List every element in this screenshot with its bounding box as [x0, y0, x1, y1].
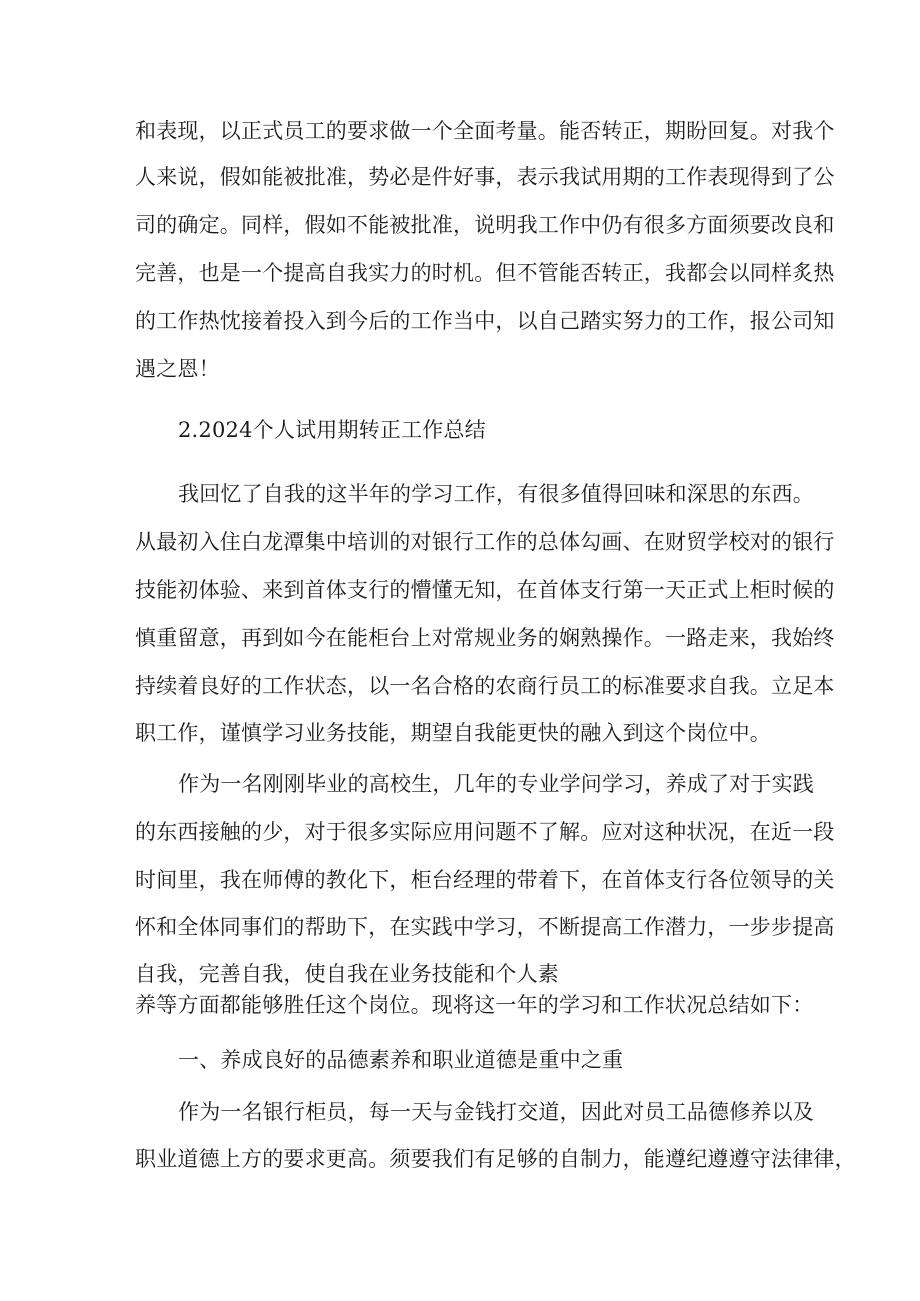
text-line: 和表现，以正式员工的要求做一个全面考量。能否转正，期盼回复。对我个 — [135, 119, 835, 143]
text-line: 慎重留意，再到如今在能柜台上对常规业务的娴熟操作。一路走来，我始终 — [135, 626, 835, 650]
text-line: 遇之恩！ — [135, 357, 220, 381]
text-line: 时间里，我在师傅的教化下，柜台经理的带着下，在首体支行各位领导的关 — [135, 868, 835, 892]
section-heading: 2.2024个人试用期转正工作总结 — [178, 418, 486, 442]
text-line: 技能初体验、来到首体支行的懵懂无知，在首体支行第一天正式上柜时候的 — [135, 578, 835, 602]
section-heading: 一、养成良好的品德素养和职业道德是重中之重 — [178, 1048, 624, 1072]
paragraph-first-line: 作为一名银行柜员，每一天与金钱打交道，因此对员工品德修养以及 — [178, 1100, 814, 1124]
text-line: 持续着良好的工作状态，以一名合格的农商行员工的标准要求自我。立足本 — [135, 674, 835, 698]
text-line: 司的确定。同样，假如不能被批准，说明我工作中仍有很多方面须要改良和 — [135, 213, 835, 237]
text-line: 的工作热忱接着投入到今后的工作当中，以自己踏实努力的工作，报公司知 — [135, 309, 835, 333]
text-line: 人来说，假如能被批准，势必是件好事，表示我试用期的工作表现得到了公 — [135, 165, 835, 189]
text-line: 的东西接触的少，对于很多实际应用问题不了解。应对这种状况，在近一段 — [135, 820, 835, 844]
text-line: 职工作，谨慎学习业务技能，期望自我能更快的融入到这个岗位中。 — [135, 721, 771, 745]
text-line: 养等方面都能够胜任这个岗位。现将这一年的学习和工作状况总结如下： — [135, 993, 814, 1017]
text-line: 职业道德上方的要求更高。须要我们有足够的自制力，能遵纪遵遵守法律律， — [135, 1147, 856, 1171]
text-line: 完善，也是一个提高自我实力的时机。但不管能否转正，我都会以同样炙热 — [135, 261, 835, 285]
paragraph-first-line: 作为一名刚刚毕业的高校生，几年的专业学问学习，养成了对于实践 — [178, 772, 814, 796]
text-line: 自我，完善自我，使自我在业务技能和个人素 — [135, 962, 559, 986]
paragraph-first-line: 我回忆了自我的这半年的学习工作，有很多值得回味和深思的东西。 — [178, 482, 814, 506]
text-line: 怀和全体同事们的帮助下，在实践中学习，不断提高工作潜力，一步步提高 — [135, 915, 835, 939]
text-line: 从最初入住白龙潭集中培训的对银行工作的总体勾画、在财贸学校对的银行 — [135, 530, 835, 554]
